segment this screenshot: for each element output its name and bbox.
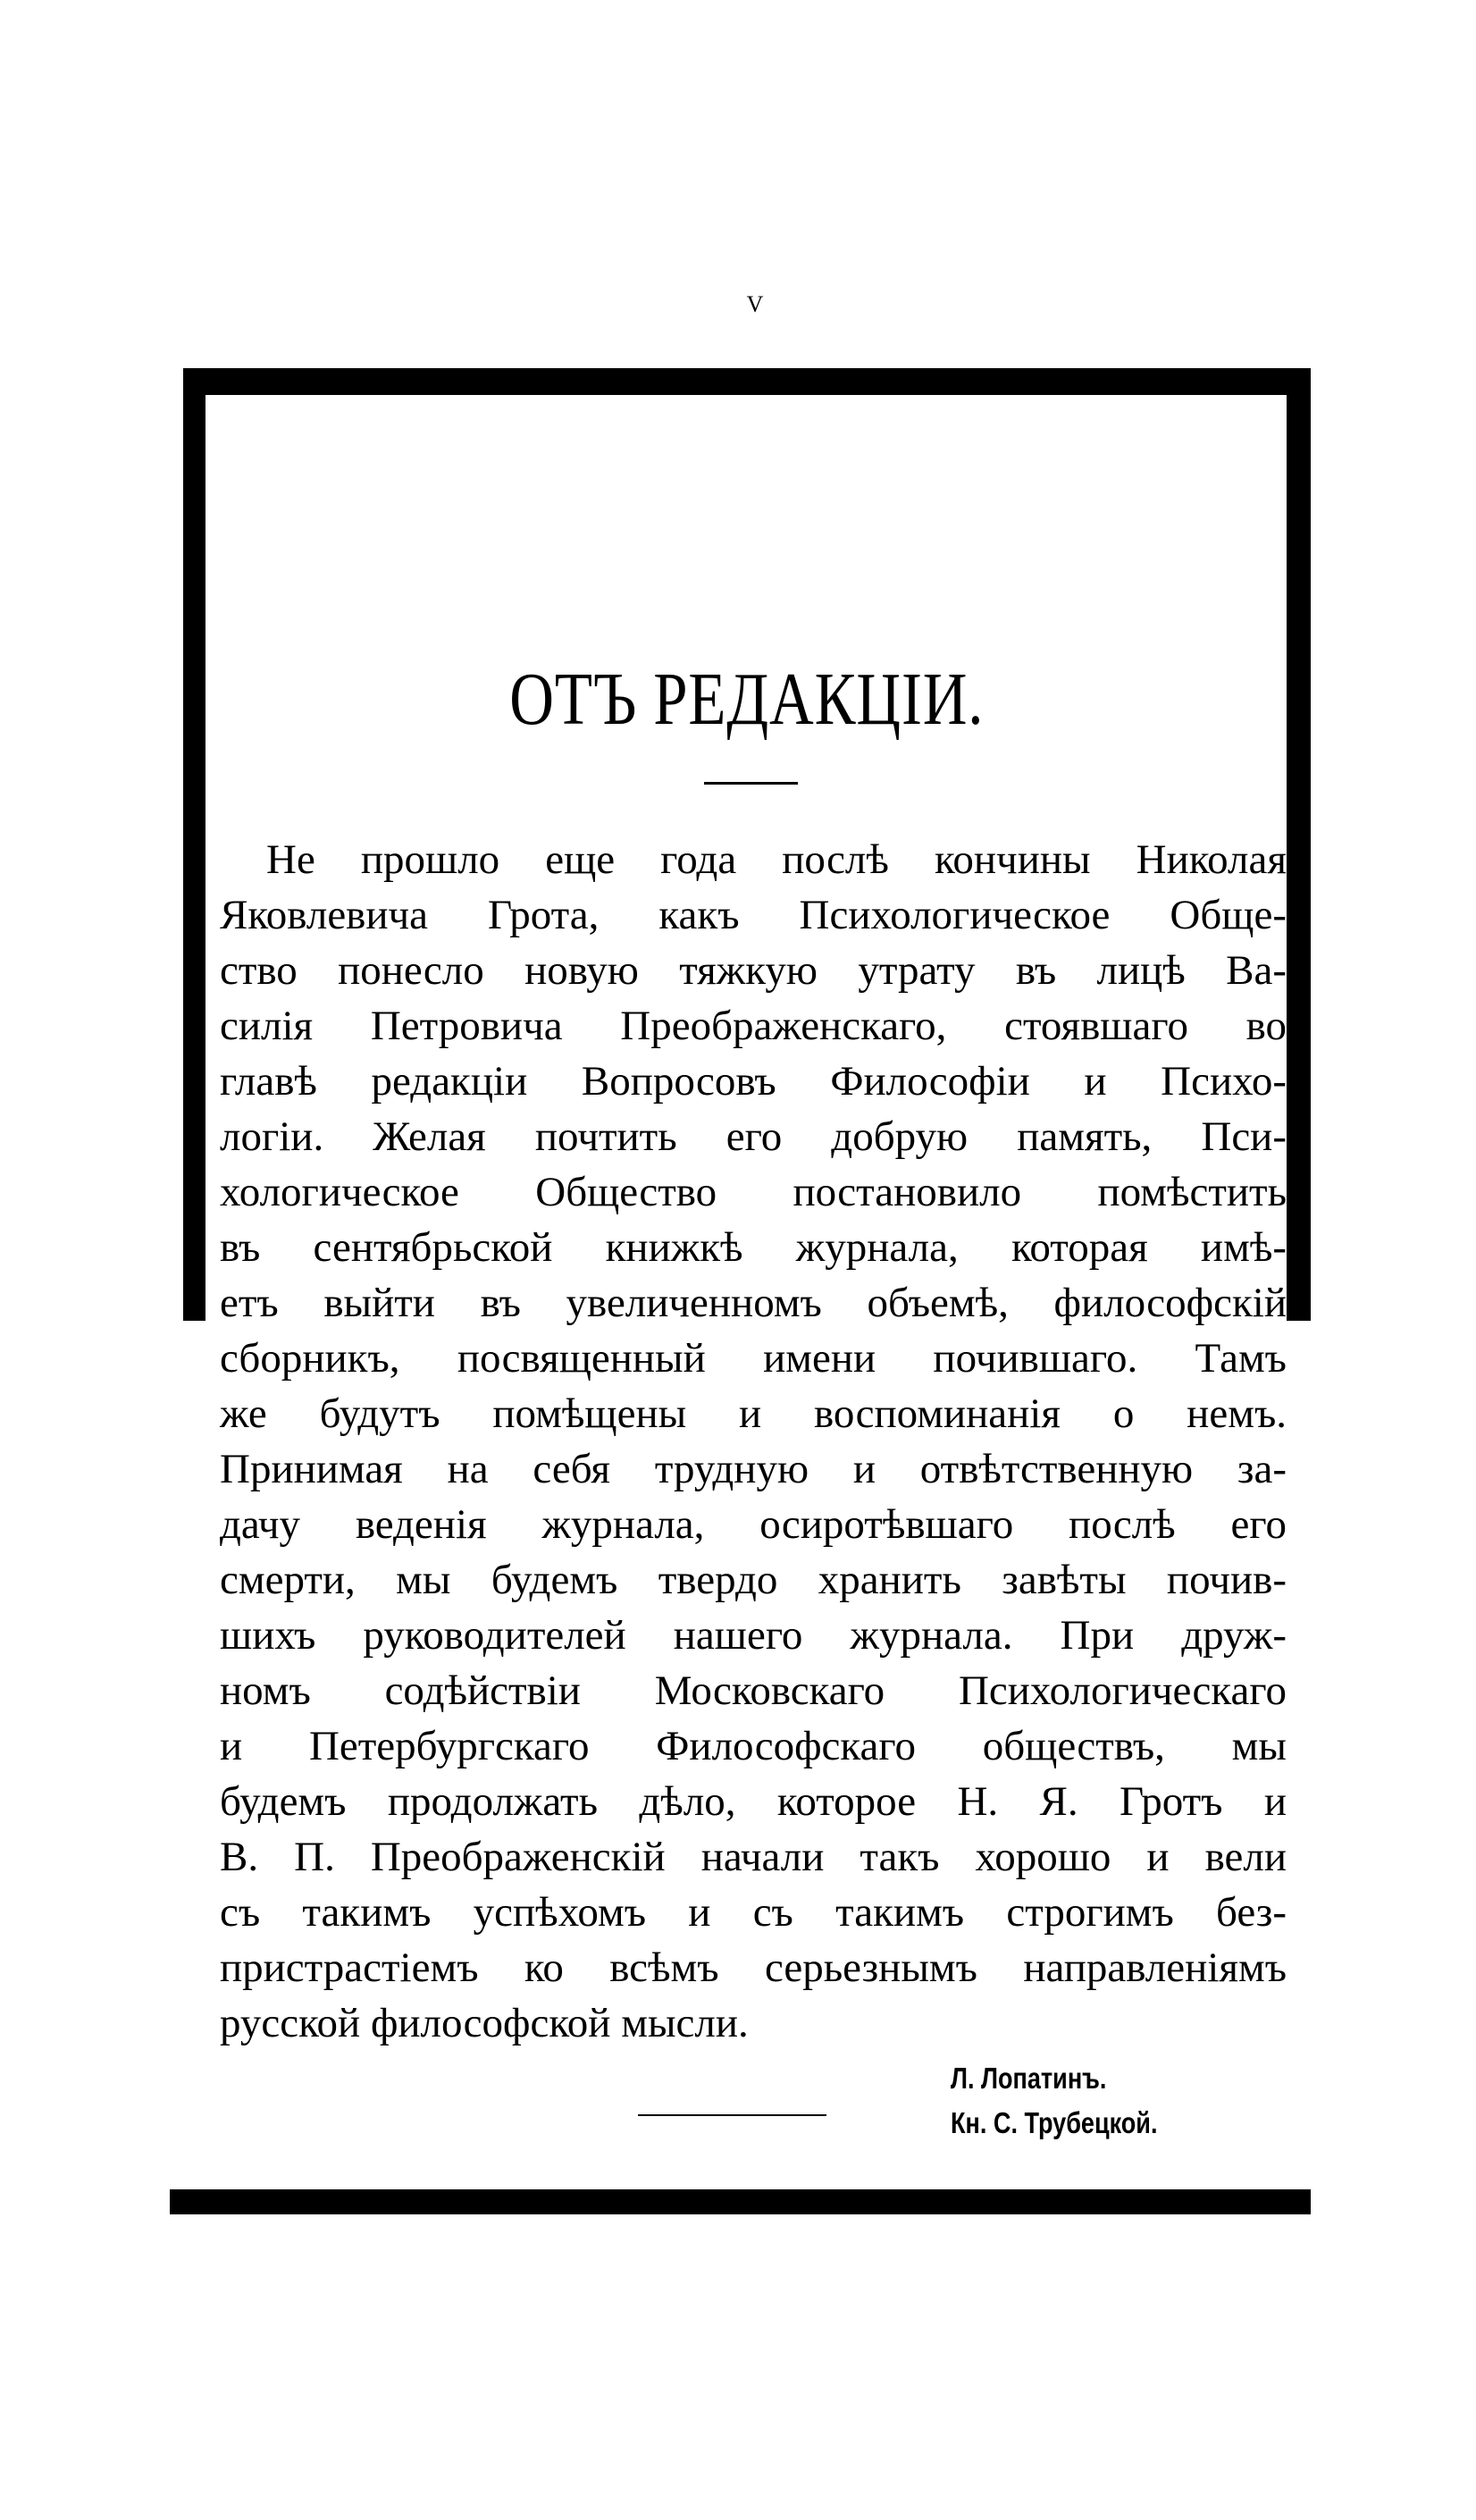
text-line: хологическое Общество постановило помѣстить (220, 1169, 1287, 1215)
frame-left-border (183, 368, 205, 1321)
signature-divider (638, 2114, 826, 2116)
text-line: Яковлевича Грота, какъ Психологическое Обще- (220, 892, 1287, 938)
text-line: главѣ редакціи Вопросовъ Философіи и Психо- (220, 1058, 1287, 1105)
signature-lopatin: Л. Лопатинъ. (951, 2062, 1107, 2095)
text-line: етъ выйти въ увеличенномъ объемѣ, философскій (220, 1280, 1287, 1326)
editorial-text (220, 832, 1287, 2051)
text-line: сборникъ, посвященный имени почившаго. Тамъ (220, 1335, 1287, 1382)
text-line: силія Петровича Преображенскаго, стоявшаго во (220, 1003, 1287, 1049)
text-line: ство понесло новую тяжкую утрату въ лицѣ Ва- (220, 947, 1287, 994)
frame-bottom-border (170, 2189, 1311, 2214)
text-line: Не прошло еще года послѣ кончины Николая (266, 836, 1287, 883)
text-line: же будутъ помѣщены и воспоминанія о немъ. (220, 1390, 1287, 1437)
text-line: съ такимъ успѣхомъ и съ такимъ строгимъ без- (220, 1889, 1287, 1936)
signature-trubetskoy: Кн. С. Трубецкой. (951, 2106, 1158, 2139)
frame-right-border (1287, 368, 1311, 1321)
text-line: и Петербургскаго Философскаго обществъ, мы (220, 1723, 1287, 1769)
page-title-text: ОТЪ РЕДАКЦІИ. (509, 658, 985, 741)
text-line: русской философской мысли. (220, 2000, 749, 2046)
text-line: дачу веденія журнала, осиротѣвшаго послѣ его (220, 1501, 1287, 1548)
text-line: номъ содѣйствіи Московскаго Психологическаго (220, 1667, 1287, 1714)
text-line: пристрастіемъ ко всѣмъ серьезнымъ направленіямъ (220, 1945, 1287, 1991)
page-title (183, 659, 1311, 740)
text-line: логіи. Желая почтить его добрую память, Пси- (220, 1113, 1287, 1160)
frame-top-border (183, 368, 1311, 395)
text-line: В. П. Преображенскій начали такъ хорошо и вели (220, 1834, 1287, 1880)
title-divider (704, 782, 798, 785)
text-line: смерти, мы будемъ твердо хранить завѣты почив- (220, 1557, 1287, 1603)
page-number: V (746, 291, 764, 317)
text-line: будемъ продолжать дѣло, которое Н. Я. Гротъ и (220, 1778, 1287, 1825)
text-line: шихъ руководителей нашего журнала. При друж- (220, 1612, 1287, 1659)
text-line: Принимая на себя трудную и отвѣтственную за- (220, 1446, 1287, 1492)
text-line: въ сентябрьской книжкѣ журнала, которая имѣ- (220, 1224, 1287, 1271)
